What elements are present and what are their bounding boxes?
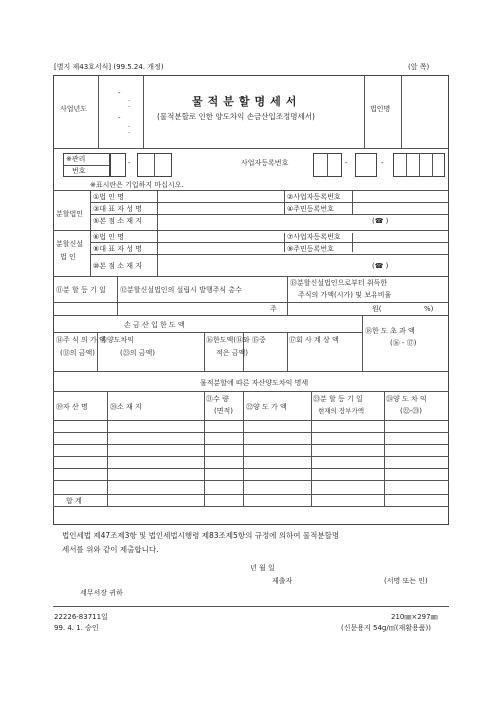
notice: ※표시란은 기입하지 마십시오. xyxy=(90,181,184,189)
corp-name-label: 법인명 xyxy=(370,105,391,113)
footer-approval: 99. 4. 1. 승인 xyxy=(54,624,99,632)
new-corp-label: 분할신설 xyxy=(56,240,84,248)
total-label: 합 계 xyxy=(66,497,82,505)
biz-reg-label: 사업자등록번호 xyxy=(241,159,289,167)
mgmt-label: ※관리 xyxy=(66,155,86,163)
paper-spec: (신문용지 54g/㎡(재활용품)) xyxy=(341,624,431,632)
form-subtitle: (물적분할로 인한 양도차익 손금산입조정명세서) xyxy=(157,112,315,121)
split-corp-label: 분할법인 xyxy=(56,210,84,218)
paper-size: 210㎜×297㎜ xyxy=(391,613,438,621)
form-title: 물적분할명세서 xyxy=(192,95,302,108)
date-line: 년 월 일 xyxy=(250,564,275,572)
page-side: (앞 쪽) xyxy=(408,63,430,71)
declaration-line1: 법인세법 제47조제3항 및 법인세법시행령 제83조제5항의 규정에 의하여 물적분할명 xyxy=(62,531,340,540)
sign-label: (서명 또는 인) xyxy=(384,577,428,585)
footer-code: 22226-83711일 xyxy=(54,613,108,621)
form-number: [별지 제43호서식] (99.5.24. 개정) xyxy=(54,63,164,71)
biz-reg-box[interactable] xyxy=(355,153,377,177)
submitter-label: 제출자 xyxy=(272,577,293,585)
fiscal-year-label: 사업년도 xyxy=(60,105,88,113)
mgmt-box[interactable] xyxy=(110,153,126,177)
declaration-line2: 세서를 위와 같이 제출합니다. xyxy=(62,545,159,554)
recipient: 세무서장 귀하 xyxy=(80,589,123,597)
form-frame xyxy=(53,75,449,525)
